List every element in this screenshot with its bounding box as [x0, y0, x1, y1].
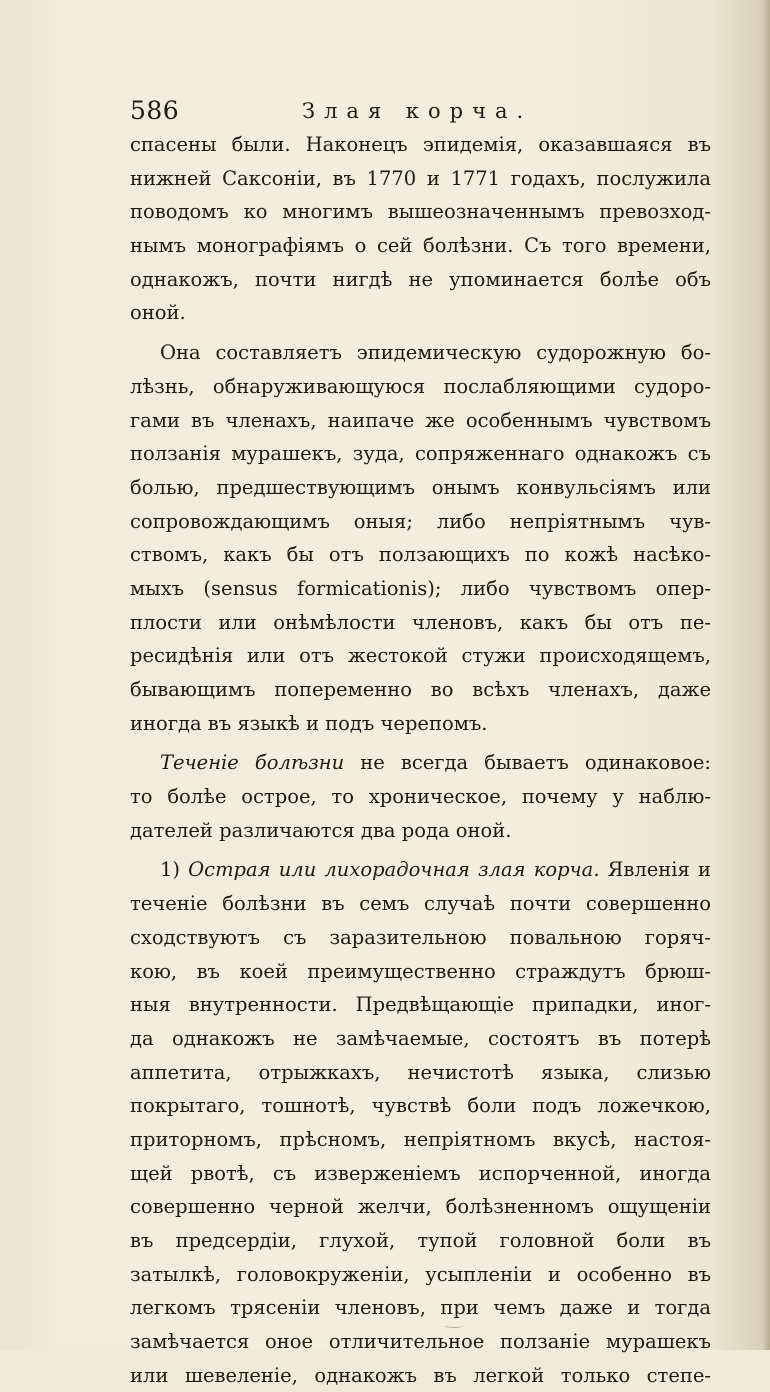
text-line: аппетита, отрыжкахъ, нечистотѣ языка, слизью	[130, 1060, 711, 1084]
page-edge-shadow	[764, 0, 770, 1350]
text-line: замѣчается оное отличительное ползаніе мурашекъ	[130, 1330, 711, 1354]
text-line: ресидѣнія или отъ жестокой стужи происходящемъ,	[130, 644, 711, 668]
text-line: поводомъ ко многимъ вышеозначеннымъ превозход-	[130, 200, 711, 224]
text-line: 1) Острая или лихорадочная злая корча. Явленія и	[160, 858, 711, 882]
text-line: плости или онѣмѣлости членовъ, какъ бы отъ пе-	[130, 610, 711, 634]
text-line: гами въ членахъ, наипаче же особеннымъ чувствомъ	[130, 408, 711, 432]
text-line: Теченіе болѣзни не всегда бываетъ одинаковое:	[160, 751, 711, 775]
text-line: приторномъ, прѣсномъ, непріятномъ вкусѣ, настоя-	[130, 1127, 711, 1151]
paper-smudge	[444, 1323, 464, 1328]
text-line: ныя внутренности. Предвѣщающіе припадки, иног-	[130, 993, 711, 1017]
text-line: иногда въ языкѣ и подъ черепомъ.	[130, 711, 488, 735]
text-line: покрытаго, тошнотѣ, чувствѣ боли подъ ложечкою,	[130, 1094, 711, 1118]
text-line: кою, въ коей преимущественно страждутъ брюш-	[130, 959, 711, 983]
text-line: да однакожъ не замѣчаемые, состоятъ въ потерѣ	[130, 1026, 711, 1050]
text-line: или шевеленіе, однакожъ въ легкой только степе-	[130, 1363, 711, 1387]
body-text	[130, 128, 711, 1392]
text-line: мыхъ (sensus formicationis); либо чувствомъ опер-	[130, 576, 711, 600]
text-line: легкомъ трясеніи членовъ, при чемъ даже и тогда	[130, 1296, 711, 1320]
text-line: Она составляетъ эпидемическую судорожную бо-	[160, 341, 711, 365]
text-line: ствомъ, какъ бы отъ ползающихъ по кожѣ насѣко-	[130, 543, 711, 567]
page-header	[130, 94, 710, 128]
text-line: совершенно черной желчи, болѣзненномъ ощущеніи	[130, 1195, 711, 1219]
text-line: лѣзнь, обнаруживающуюся послабляющими судоро-	[130, 374, 711, 398]
text-line: ползанія мурашекъ, зуда, сопряженнаго однакожъ съ	[130, 442, 711, 466]
text-line: нымъ монографіямъ о сей болѣзни. Съ того времени,	[130, 234, 711, 258]
text-line: спасены были. Наконецъ эпидемія, оказавшаяся въ	[130, 133, 711, 156]
text-line: бывающимъ попеременно во всѣхъ членахъ, даже	[130, 678, 711, 701]
text-line: болью, предшествующимъ онымъ конвульсіямъ или	[130, 475, 711, 499]
text-line: дателей различаются два рода оной.	[130, 818, 512, 842]
text-line: нижней Саксоніи, въ 1770 и 1771 годахъ, послужила	[130, 166, 711, 190]
text-line: теченіе болѣзни въ семъ случаѣ почти совершенно	[130, 892, 711, 916]
text-line: сходствуютъ съ заразительною повальною горяч-	[130, 925, 711, 949]
text-line: щей рвотѣ, съ изверженіемъ испорченной, иногда	[130, 1161, 711, 1185]
page-number: 586	[130, 96, 180, 125]
text-line: сопровождающимъ оныя; либо непріятнымъ чув-	[130, 509, 711, 533]
text-line: въ предсердіи, глухой, тупой головной боли въ	[130, 1229, 711, 1252]
italic-heading: Острая или лихорадочная злая корча.	[188, 858, 600, 882]
text-line: затылкѣ, головокруженіи, усыпленіи и особенно въ	[130, 1262, 711, 1286]
text-line: то болѣе острое, то хроническое, почему у наблю-	[130, 785, 711, 809]
text-line: однакожъ, почти нигдѣ не упоминается болѣе объ	[130, 267, 711, 291]
running-title: Злая корча.	[302, 99, 533, 123]
italic-term: Теченіе болѣзни	[160, 751, 345, 775]
text-line: оной.	[130, 301, 186, 325]
